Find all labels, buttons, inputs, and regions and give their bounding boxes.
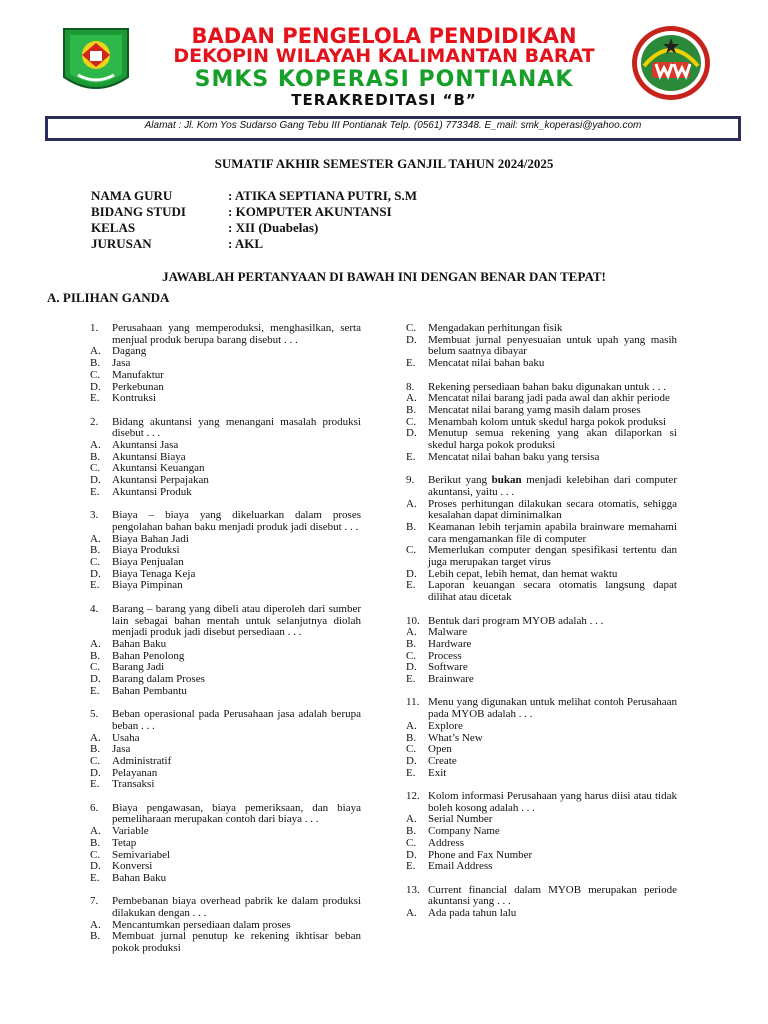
option-text: Biaya Tenaga Keja	[112, 567, 196, 580]
option-letter: B.	[406, 403, 417, 416]
question	[406, 475, 677, 604]
question-text: Biaya – biaya yang dikeluarkan dalam proses pengolahan bahan baku menjadi produk jadi disebut . . .	[112, 509, 361, 533]
option-text: Create	[428, 754, 457, 767]
option-letter: E.	[406, 860, 416, 873]
question-text: Pembebanan biaya overhead pabrik ke dalam produksi dilakukan dengan . . .	[112, 895, 361, 920]
questions-right-column	[406, 323, 677, 920]
answer-option	[90, 393, 361, 405]
question-text: Rekening persediaan bahan baku digunakan untuk . . .	[428, 380, 666, 393]
question-stem	[406, 697, 677, 720]
option-text: Hardware	[428, 637, 472, 650]
option-text: Akuntansi Biaya	[112, 450, 186, 463]
question-stem	[406, 885, 677, 908]
option-text: Lebih cepat, lebih hemat, dan hemat waktu	[428, 567, 618, 580]
option-text: Serial Number	[428, 813, 493, 826]
question-number: 9.	[406, 474, 415, 487]
option-letter: E.	[406, 579, 416, 592]
option-letter: E.	[90, 684, 100, 697]
option-text: Address	[428, 836, 465, 849]
option-letter: B.	[90, 930, 101, 943]
question-stem	[90, 803, 361, 826]
option-letter: A.	[406, 813, 417, 826]
option-text: Variable	[112, 825, 149, 838]
question	[406, 382, 677, 464]
option-text: Dagang	[112, 345, 147, 358]
questions-left-column	[90, 323, 361, 955]
option-text: Bahan Penolong	[112, 649, 185, 662]
answer-option	[90, 931, 361, 954]
identity-row	[91, 188, 417, 204]
section-title: A. PILIHAN GANDA	[47, 290, 170, 305]
question	[406, 616, 677, 686]
identity-key: NAMA GURU	[91, 188, 173, 203]
header-line-2: DEKOPIN WILAYAH KALIMANTAN BARAT	[173, 45, 595, 67]
option-text: Mencatat nilai bahan baku	[428, 357, 545, 370]
option-letter: D.	[406, 333, 417, 346]
answer-option	[406, 545, 677, 568]
header-accreditation: TERAKREDITASI “B”	[291, 91, 477, 109]
option-letter: C.	[406, 836, 417, 849]
question-text: Kolom informasi Perusahaan yang harus diisi atau tidak boleh kosong adalah . . .	[428, 790, 677, 814]
option-text: Software	[428, 661, 468, 674]
answer-option	[406, 499, 677, 522]
identity-key: BIDANG STUDI	[91, 204, 186, 219]
option-text: Semivariabel	[112, 848, 171, 861]
option-text: Tetap	[112, 836, 137, 849]
option-letter: A.	[90, 825, 101, 838]
question	[90, 803, 361, 885]
option-letter: C.	[406, 649, 417, 662]
option-letter: A.	[406, 907, 417, 920]
option-text: Pelayanan	[112, 766, 158, 779]
option-letter: D.	[90, 474, 101, 487]
option-letter: C.	[406, 415, 417, 428]
option-text: Akuntansi Keuangan	[112, 462, 205, 475]
option-letter: D.	[406, 567, 417, 580]
option-text: Keamanan lebih terjamin apabila brainware memahami cara mengamankan file di computer	[428, 520, 677, 545]
identity-row	[91, 236, 417, 252]
question	[90, 510, 361, 592]
option-letter: C.	[90, 754, 101, 767]
option-text: Manufaktur	[112, 368, 164, 381]
answer-option	[90, 580, 361, 592]
option-letter: E.	[406, 766, 416, 779]
answer-option	[90, 346, 361, 358]
identity-value: : ATIKA SEPTIANA PUTRI, S.M	[228, 188, 418, 203]
question-number: 13.	[406, 883, 420, 896]
question-stem	[90, 323, 361, 346]
answer-option	[406, 861, 677, 873]
option-text: Membuat jurnal penutup ke rekening ikhtisar beban pokok produksi	[112, 930, 361, 955]
question-stem	[90, 604, 361, 639]
answer-option	[406, 358, 677, 370]
question-number: 1.	[90, 322, 99, 334]
question-number: 7.	[90, 895, 99, 908]
question-text: Menu yang digunakan untuk melihat contoh Perusahaan pada MYOB adalah . . .	[428, 696, 677, 721]
answer-option	[406, 522, 677, 545]
question-number: 6.	[90, 801, 99, 814]
option-text: Konversi	[112, 860, 153, 873]
option-text: Bahan Baku	[112, 637, 167, 650]
identity-value: : XII (Duabelas)	[228, 220, 319, 235]
option-text: Process	[428, 649, 462, 662]
question	[90, 417, 361, 499]
question	[90, 896, 361, 955]
option-letter: B.	[90, 743, 101, 756]
question	[90, 323, 361, 405]
question-continued	[406, 323, 677, 370]
option-letter: D.	[90, 673, 101, 686]
option-text: Barang dalam Proses	[112, 673, 205, 686]
option-text: Mencatat nilai barang jadi pada awal dan akhir periode	[428, 392, 670, 405]
question-text: Perusahaan yang memperoduksi, menghasilkan, serta menjual produk berupa barang disebut . . .	[112, 322, 361, 346]
question	[406, 697, 677, 779]
answer-option	[406, 452, 677, 464]
option-letter: A.	[90, 532, 101, 545]
option-text: Exit	[428, 766, 447, 779]
option-letter: A.	[90, 731, 101, 744]
question-number: 11.	[406, 696, 420, 709]
option-letter: C.	[90, 556, 101, 569]
question	[90, 709, 361, 791]
option-letter: D.	[406, 661, 417, 674]
option-text: Explore	[428, 719, 463, 732]
option-letter: B.	[406, 731, 417, 744]
option-letter: D.	[90, 766, 101, 779]
answer-option	[406, 674, 677, 686]
question	[90, 604, 361, 698]
header-line-1: BADAN PENGELOLA PENDIDIKAN	[191, 24, 577, 48]
option-text: Barang Jadi	[112, 661, 165, 674]
option-letter: B.	[406, 825, 417, 838]
answer-option	[90, 779, 361, 791]
answer-option	[90, 686, 361, 698]
option-text: Akuntansi Produk	[112, 485, 192, 498]
option-letter: B.	[90, 544, 101, 557]
answer-option	[406, 756, 677, 768]
option-text: Menutup semua rekening yang akan dilaporkan si skedul harga pokok produksi	[428, 427, 677, 452]
identity-value: : KOMPUTER AKUNTANSI	[228, 204, 392, 219]
option-text: Usaha	[112, 731, 140, 744]
identity-row	[91, 220, 417, 236]
question-emphasis: bukan	[491, 474, 522, 487]
option-text: Biaya Pimpinan	[112, 579, 183, 592]
option-text: Mencantumkan persediaan dalam proses	[112, 918, 291, 931]
option-letter: D.	[90, 567, 101, 580]
option-letter: B.	[90, 649, 101, 662]
option-letter: C.	[90, 462, 101, 475]
option-letter: E.	[406, 673, 416, 686]
option-letter: C.	[406, 743, 417, 756]
option-letter: D.	[406, 848, 417, 861]
question-stem	[90, 417, 361, 440]
option-text: Transaksi	[112, 778, 155, 791]
answer-option	[406, 335, 677, 358]
answer-option	[90, 487, 361, 499]
address-text: Alamat : Jl. Kom Yos Sudarso Gang Tebu III Pontianak Telp. (0561) 773348. E_mail: smk_koperasi@yahoo.com	[144, 120, 642, 131]
exam-title: SUMATIF AKHIR SEMESTER GANJIL TAHUN 2024/2025	[214, 156, 554, 171]
answer-option	[406, 428, 677, 451]
header-school-name: SMKS KOPERASI PONTIANAK	[194, 67, 574, 92]
option-letter: B.	[406, 637, 417, 650]
question-stem	[90, 709, 361, 732]
option-letter: B.	[90, 836, 101, 849]
option-text: Proses perhitungan dilakukan secara otomatis, sehigga kesalahan dapat diminimalkan	[428, 497, 677, 522]
option-letter: E.	[90, 778, 100, 791]
option-letter: E.	[406, 357, 416, 370]
question-stem	[406, 475, 677, 498]
option-letter: E.	[406, 450, 416, 463]
option-letter: B.	[90, 357, 101, 370]
question-text: Biaya pengawasan, biaya pemeriksaan, dan biaya pemeliharaan merupakan contoh dari biaya . . .	[112, 801, 361, 826]
answer-option	[406, 768, 677, 780]
identity-row	[91, 204, 417, 220]
option-letter: A.	[90, 637, 101, 650]
answer-option	[90, 733, 361, 745]
option-letter: C.	[406, 544, 417, 557]
option-letter: E.	[90, 392, 100, 405]
option-text: Administratif	[112, 754, 172, 767]
option-text: Malware	[428, 626, 468, 639]
option-letter: C.	[406, 322, 417, 334]
option-text: Akuntansi Jasa	[112, 439, 179, 452]
question-text: Beban operasional pada Perusahaan jasa adalah berupa beban . . .	[112, 708, 361, 732]
question-text: Berikut yang bukan menjadi kelebihan dari computer akuntansi, yaitu . . .	[428, 474, 677, 498]
option-letter: A.	[406, 626, 417, 639]
option-text: Bahan Baku	[112, 871, 167, 884]
option-text: Biaya Bahan Jadi	[112, 532, 189, 545]
option-letter: E.	[90, 485, 100, 498]
option-text: Memerlukan computer dengan spesifikasi tertentu dan juga merupakan target virus	[428, 544, 677, 569]
option-text: Ada pada tahun lalu	[428, 907, 517, 920]
option-letter: D.	[90, 860, 101, 873]
option-text: Bahan Pembantu	[112, 684, 187, 697]
question-text: Barang – barang yang dibeli atau diperoleh dari sumber lain sebagai bahan mentah untuk selanjutnya diolah menjadi produk jadi disebut persediaan . . .	[112, 602, 361, 639]
option-letter: A.	[406, 392, 417, 405]
option-text: Membuat jurnal penyesuaian untuk upah yang masih belum saatnya dibayar	[428, 333, 677, 358]
option-text: What’s New	[428, 731, 483, 744]
question-stem	[90, 510, 361, 533]
question-number: 12.	[406, 790, 420, 803]
identity-value: : AKL	[228, 236, 264, 251]
instruction: JAWABLAH PERTANYAAN DI BAWAH INI DENGAN BENAR DAN TEPAT!	[162, 269, 606, 284]
answer-option	[406, 580, 677, 603]
identity-key: JURUSAN	[91, 236, 152, 251]
option-letter: D.	[90, 380, 101, 393]
option-letter: E.	[90, 579, 100, 592]
question-stem	[406, 791, 677, 814]
question	[406, 885, 677, 920]
option-text: Laporan keuangan secara otomatis langsung dapat dilihat atau dicetak	[428, 579, 677, 604]
question-number: 5.	[90, 708, 99, 721]
question-text: Bentuk dari program MYOB adalah . . .	[428, 614, 604, 627]
option-letter: E.	[90, 871, 100, 884]
question-number: 4.	[90, 602, 99, 615]
question-text: Bidang akuntansi yang menangani masalah produksi disebut . . .	[112, 415, 361, 440]
option-text: Open	[428, 743, 452, 756]
question	[406, 791, 677, 873]
option-letter: B.	[90, 450, 101, 463]
option-letter: D.	[406, 427, 417, 440]
option-letter: C.	[90, 368, 101, 381]
option-letter: B.	[406, 520, 417, 533]
option-text: Menambah kolom untuk skedul harga pokok produksi	[428, 415, 667, 428]
option-text: Jasa	[112, 357, 131, 370]
question-stem	[90, 896, 361, 919]
option-text: Brainware	[428, 673, 474, 686]
option-letter: A.	[406, 497, 417, 510]
option-text: Kontruksi	[112, 392, 156, 405]
option-text: Mengadakan perhitungan fisik	[428, 322, 563, 334]
option-text: Jasa	[112, 743, 131, 756]
answer-option	[90, 873, 361, 885]
option-text: Phone and Fax Number	[428, 848, 533, 861]
question-number: 8.	[406, 380, 415, 393]
option-letter: C.	[90, 661, 101, 674]
option-letter: C.	[90, 848, 101, 861]
option-text: Perkebunan	[112, 380, 164, 393]
question-text: Current financial dalam MYOB merupakan periode akuntansi yang . . .	[428, 883, 677, 908]
option-letter: A.	[406, 719, 417, 732]
option-text: Mencatat nilai bahan baku yang tersisa	[428, 450, 600, 463]
option-letter: A.	[90, 345, 101, 358]
question-number: 2.	[90, 415, 99, 428]
question-number: 10.	[406, 614, 420, 627]
option-letter: D.	[406, 754, 417, 767]
option-letter: A.	[90, 918, 101, 931]
option-text: Email Address	[428, 860, 493, 873]
answer-option	[406, 908, 677, 920]
option-text: Mencatat nilai barang yamg masih dalam proses	[428, 403, 641, 416]
option-text: Company Name	[428, 825, 500, 838]
question-number: 3.	[90, 509, 99, 522]
option-text: Akuntansi Perpajakan	[112, 474, 209, 487]
option-letter: A.	[90, 439, 101, 452]
identity-key: KELAS	[91, 220, 136, 235]
option-text: Biaya Produksi	[112, 544, 180, 557]
identity-block	[91, 188, 417, 252]
option-text: Biaya Penjualan	[112, 556, 184, 569]
